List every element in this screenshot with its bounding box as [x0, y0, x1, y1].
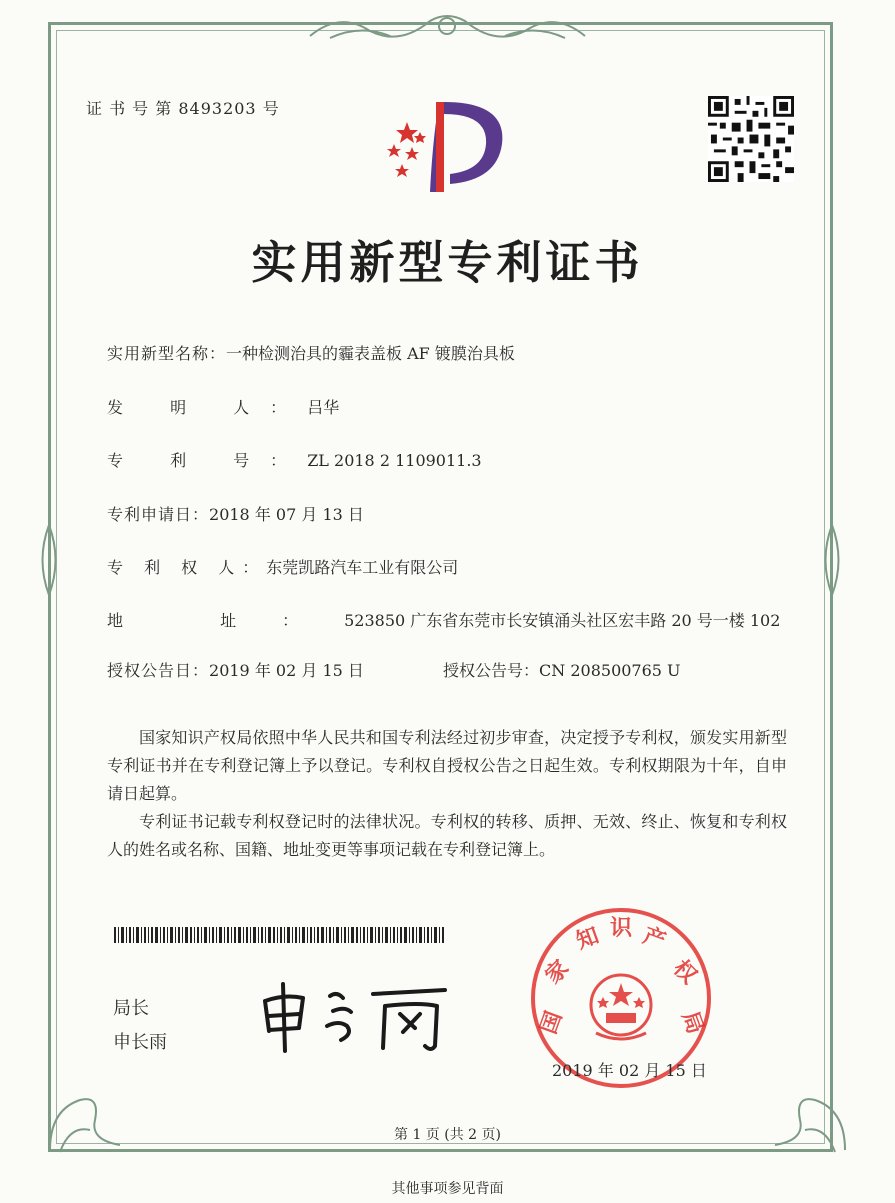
inventor-label: 发 明 人：: [107, 398, 308, 417]
footer-note: 其他事项参见背面: [391, 1181, 504, 1197]
top-ornament-icon: [300, 6, 595, 50]
body-paragraph-2: 专利证书记载专利权登记时的法律状况。专利权的转移、质押、无效、终止、恢复和专利权人的姓名或名称、国籍、地址变更等事项记载在专利登记簿上。: [107, 812, 787, 859]
left-side-ornament-icon: [34, 520, 64, 600]
svg-text:国: 国: [536, 1008, 568, 1038]
inventor-row: [107, 395, 339, 418]
certificate-number: 证 书 号 第 8493203 号: [86, 99, 280, 118]
right-side-ornament-icon: [817, 520, 847, 600]
bottom-right-ornament-icon: [755, 1060, 855, 1160]
name-label: 实用新型名称：: [107, 344, 227, 363]
filing-date-value: 2018 年 07 月 13 日: [209, 505, 364, 524]
svg-text:知: 知: [573, 923, 603, 955]
address-value: 523850 广东省东莞市长安镇涌头社区宏丰路 20 号一楼 102: [344, 611, 781, 630]
patentee-row: [107, 555, 458, 578]
patent-number-label: 专 利 号：: [107, 451, 308, 470]
grant-number-row: [443, 658, 681, 681]
patent-office-logo-icon: [372, 92, 512, 202]
svg-text:家: 家: [540, 955, 575, 990]
grant-date-row: [107, 658, 364, 681]
signature-icon: [255, 976, 455, 1056]
filing-date-label: 专利申请日：: [107, 505, 210, 524]
grant-date-value: 2019 年 02 月 15 日: [209, 661, 364, 680]
svg-text:局: 局: [676, 1008, 708, 1038]
grant-number-value: CN 208500765 U: [539, 661, 681, 680]
name-row: [107, 341, 515, 364]
patent-number-value: ZL 2018 2 1109011.3: [307, 451, 482, 470]
patentee-label: 专 利 权 人：: [107, 558, 267, 577]
body-paragraph-1: 国家知识产权局依照中华人民共和国专利法经过初步审查，决定授予专利权，颁发实用新型专利证书并在专利登记簿上予以登记。专利权自授权公告之日起生效。专利权期限为十年，自申请日起算。: [107, 728, 787, 803]
grant-date-label: 授权公告日：: [107, 661, 210, 680]
patent-number-row: [107, 448, 482, 471]
patentee-value: 东莞凯路汽车工业有限公司: [266, 558, 459, 577]
svg-text:产: 产: [639, 923, 669, 955]
address-label: 地 址：: [107, 611, 345, 630]
qr-code-icon: [708, 96, 794, 182]
certificate-title: 实用新型专利证书: [251, 236, 644, 289]
certificate-body: [107, 724, 787, 864]
barcode-icon: [114, 927, 444, 943]
filing-date-row: [107, 502, 364, 525]
inventor-value: 吕华: [307, 398, 340, 417]
name-value: 一种检测治具的霾表盖板 AF 镀膜治具板: [226, 344, 515, 363]
bottom-left-ornament-icon: [40, 1060, 140, 1160]
svg-text:权: 权: [667, 955, 702, 990]
grant-number-label: 授权公告号：: [443, 661, 540, 680]
director-name: 申长雨: [113, 1032, 167, 1053]
page-number: 第 1 页 (共 2 页): [394, 1127, 501, 1143]
address-row: [107, 608, 780, 631]
director-title: 局长: [113, 998, 149, 1019]
seal-date: 2019 年 02 月 15 日: [552, 1061, 707, 1080]
svg-text:识: 识: [609, 916, 633, 941]
